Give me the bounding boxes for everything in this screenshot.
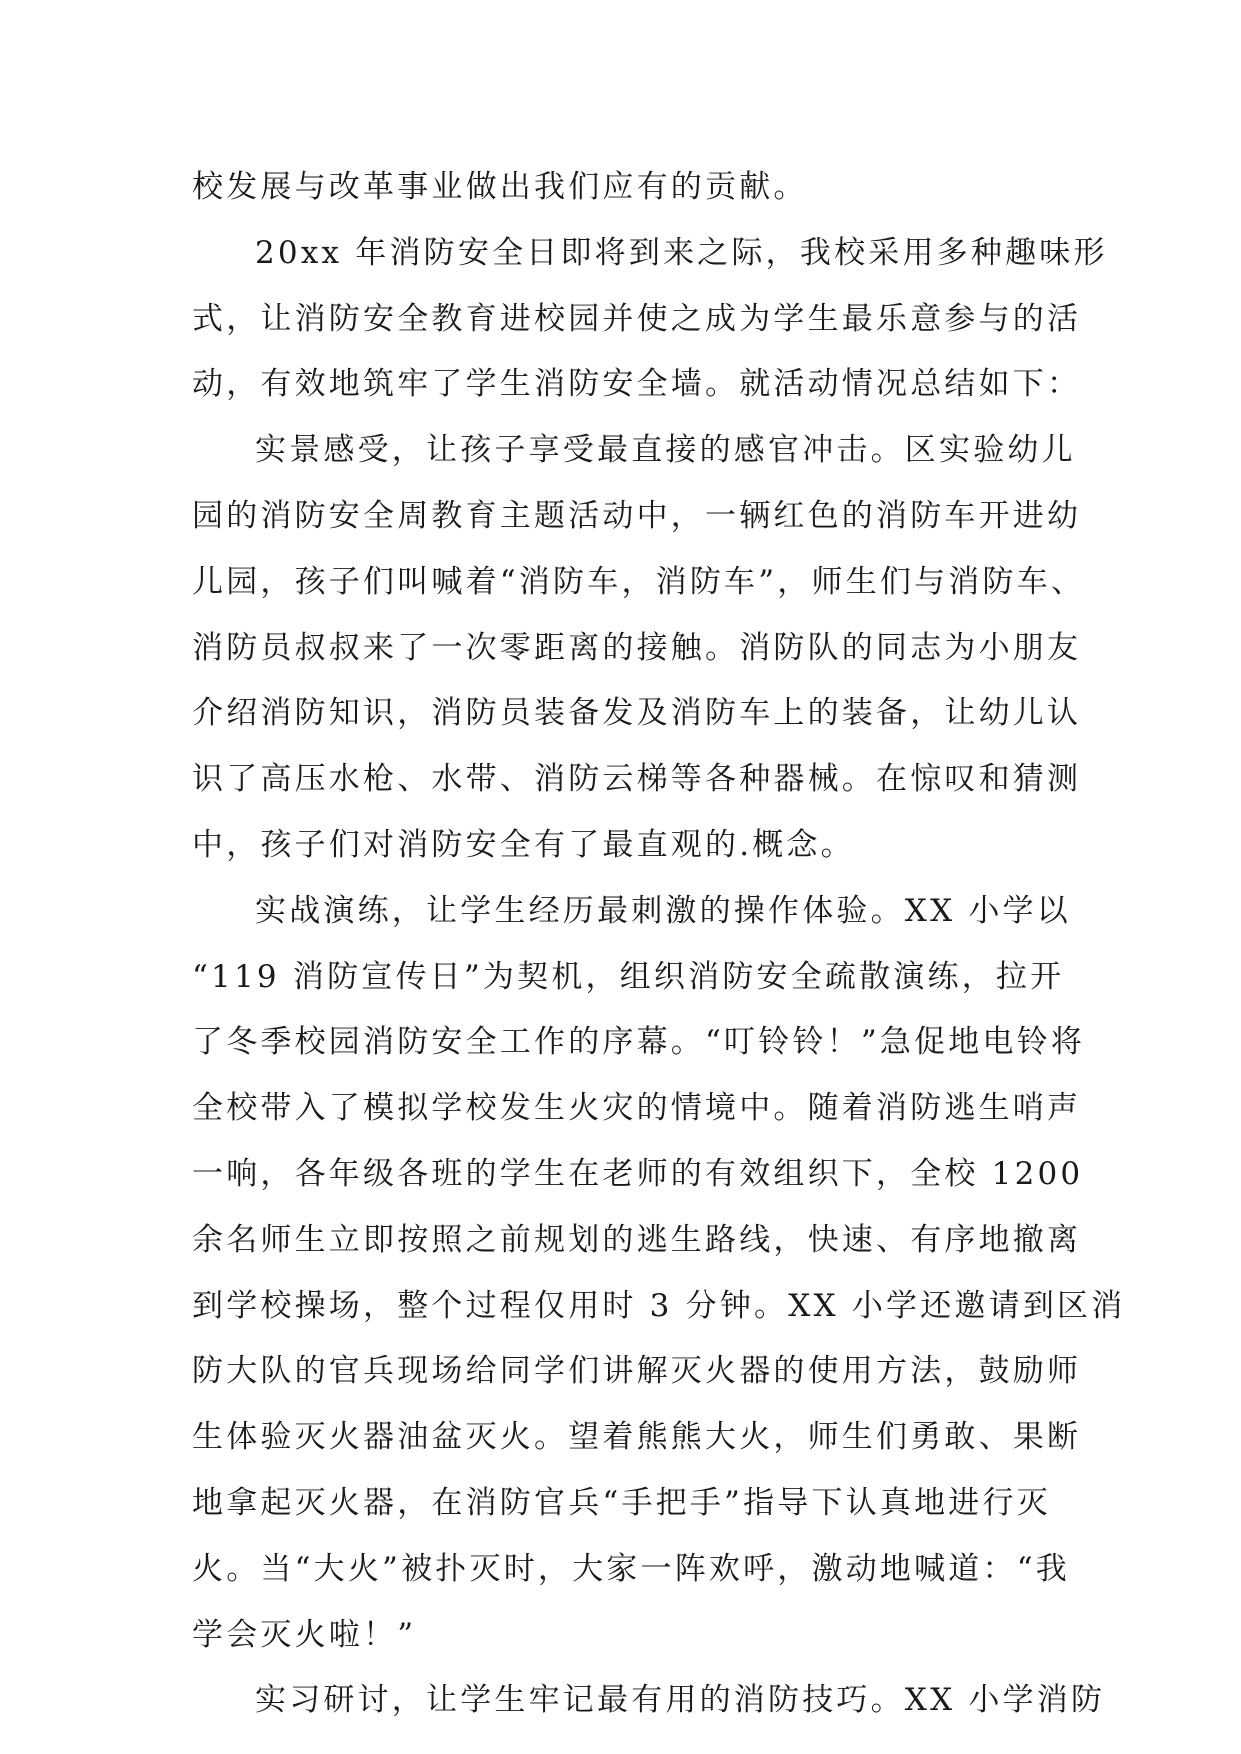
text-line: 校发展与改革事业做出我们应有的贡献。 <box>192 169 808 205</box>
paragraph-start-line: 实战演练，让学生经历最刺激的操作体验。XX 小学以 <box>255 892 1071 929</box>
text-line: 介绍消防知识，消防员装备发及消防车上的装备，让幼儿认 <box>192 695 1082 732</box>
text-line: “119 消防宣传日”为契机，组织消防安全疏散演练，拉开 <box>192 958 1065 995</box>
text-line: 火。当“大火”被扑灭时，大家一阵欢呼，激动地喊道：“我 <box>192 1550 1070 1587</box>
text-line: 中，孩子们对消防安全有了最直观的.概念。 <box>192 826 855 863</box>
text-line: 地拿起灭火器，在消防官兵“手把手”指导下认真地进行灭 <box>192 1484 1051 1521</box>
text-line: 园的消防安全周教育主题活动中，一辆红色的消防车开进幼 <box>192 497 1082 534</box>
text-line: 到学校操场，整个过程仅用时 3 分钟。XX 小学还邀请到区消 <box>192 1287 1126 1324</box>
text-line: 了冬季校园消防安全工作的序幕。“叮铃铃！”急促地电铃将 <box>192 1024 1086 1061</box>
paragraph-start-line: 20xx 年消防安全日即将到来之际，我校采用多种趣味形 <box>255 234 1108 271</box>
text-line: 消防员叔叔来了一次零距离的接触。消防队的同志为小朋友 <box>192 629 1082 666</box>
text-line: 生体验灭火器油盆灭火。望着熊熊大火，师生们勇敢、果断 <box>192 1419 1082 1456</box>
text-line: 动，有效地筑牢了学生消防安全墙。就活动情况总结如下： <box>192 366 1082 403</box>
text-line: 学会灭火啦！” <box>192 1616 417 1653</box>
text-line: 式，让消防安全教育进校园并使之成为学生最乐意参与的活 <box>192 300 1082 337</box>
text-line: 防大队的官兵现场给同学们讲解灭火器的使用方法，鼓励师 <box>192 1353 1082 1390</box>
text-line: 全校带入了模拟学校发生火灾的情境中。随着消防逃生哨声 <box>192 1090 1082 1127</box>
paragraph-start-line: 实景感受，让孩子享受最直接的感官冲击。区实验幼儿 <box>255 432 1076 469</box>
text-line: 一响，各年级各班的学生在老师的有效组织下，全校 1200 <box>192 1155 1084 1192</box>
text-line: 识了高压水枪、水带、消防云梯等各种器械。在惊叹和猜测 <box>192 761 1082 798</box>
text-line: 余名师生立即按照之前规划的逃生路线，快速、有序地撤离 <box>192 1221 1082 1258</box>
paragraph-start-line: 实习研讨，让学生牢记最有用的消防技巧。XX 小学消防 <box>255 1682 1106 1719</box>
text-line: 儿园，孩子们叫喊着“消防车，消防车”，师生们与消防车、 <box>192 563 1086 600</box>
document-body <box>192 155 1126 1734</box>
